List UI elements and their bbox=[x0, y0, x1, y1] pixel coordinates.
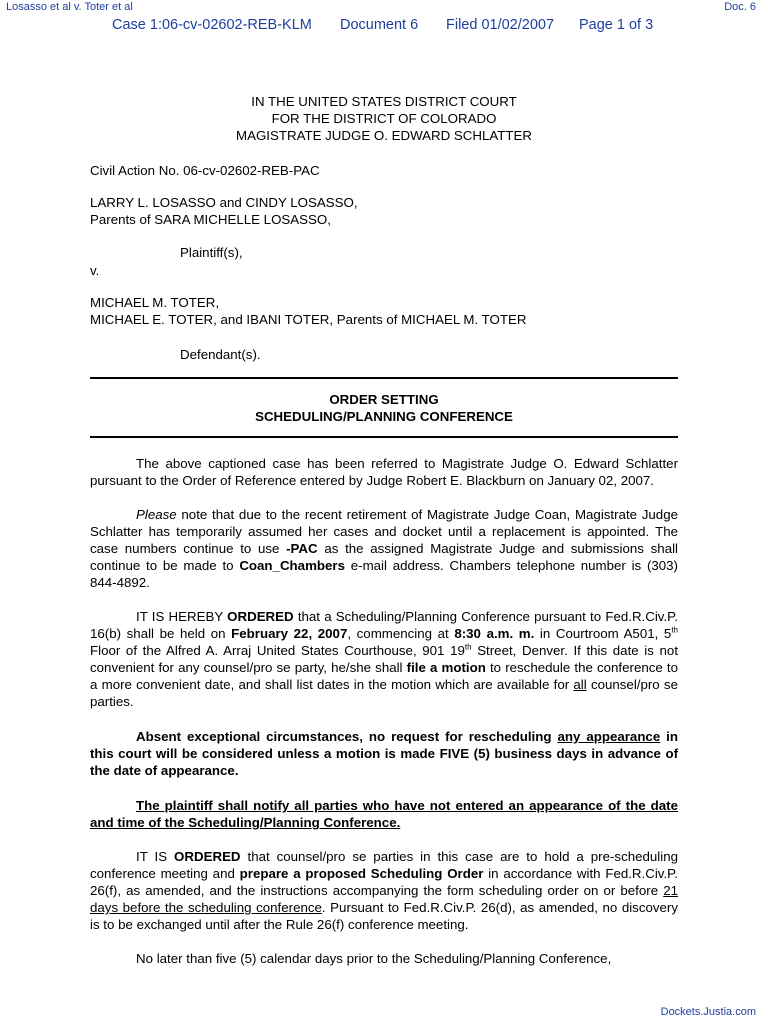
conference-time: 8:30 a.m. m. bbox=[454, 626, 535, 641]
order-text-8: counsel/pro se parties. bbox=[90, 677, 678, 709]
presched-text-4: . Pursuant to Fed.R.Civ.P. 26(d), as amended, no discovery is to be exchanged until after the Rule 26(f) conference meeting. bbox=[90, 900, 678, 932]
plaintiffs-block bbox=[90, 194, 678, 228]
pac-suffix: -PAC bbox=[286, 541, 318, 556]
paragraph-conference-order bbox=[90, 608, 678, 710]
paragraph-referral: The above captioned case has been referred to Magistrate Judge O. Edward Schlatter pursuant to the Order of Reference entered by Judge Robert E. Blackburn on January 02, 2007. bbox=[90, 456, 678, 488]
order-text-6: Street, Denver. If this date is not convenient for any counsel/pro se party, he/she shall bbox=[90, 643, 679, 675]
paragraph-prescheduling bbox=[90, 848, 678, 933]
docket-header bbox=[0, 0, 768, 42]
title-bottom-rule bbox=[90, 436, 678, 438]
order-title-line-2: SCHEDULING/PLANNING CONFERENCE bbox=[255, 409, 513, 424]
defendants-block bbox=[90, 294, 678, 328]
title-top-rule bbox=[90, 377, 678, 379]
case-title-link[interactable]: Losasso et al v. Toter et al bbox=[6, 1, 133, 13]
rescheduling-text-1: Absent exceptional circumstances, no request for rescheduling bbox=[136, 729, 558, 744]
twenty-one-days: 21 days before the scheduling conference bbox=[90, 883, 678, 915]
plaintiffs-names: LARRY L. LOSASSO and CINDY LOSASSO, bbox=[90, 195, 358, 210]
please-emphasis: Please bbox=[136, 507, 177, 522]
case-number: Case 1:06-cv-02602-REB-KLM bbox=[112, 17, 312, 33]
paragraph-deadline: No later than five (5) calendar days prior to the Scheduling/Planning Conference, bbox=[136, 951, 612, 966]
retirement-text-3: e-mail address. Chambers telephone number is (303) 844-4892. bbox=[90, 558, 678, 590]
doc-number-link[interactable]: Doc. 6 bbox=[724, 1, 756, 13]
presched-text-3: in accordance with Fed.R.Civ.P. 26(f), as amended, and the instructions accompanying the form scheduling order on or before bbox=[90, 866, 678, 898]
order-text-5: Floor of the Alfred A. Arraj United States Courthouse, 901 19 bbox=[90, 643, 465, 658]
filed-date: Filed 01/02/2007 bbox=[446, 17, 555, 33]
justia-link[interactable]: Dockets.Justia.com bbox=[660, 1006, 756, 1018]
court-line-2: FOR THE DISTRICT OF COLORADO bbox=[271, 111, 497, 126]
order-text-7: to reschedule the conference to a more convenient date, and shall list dates in the motion which are available for bbox=[90, 660, 679, 692]
presched-text-2: that counsel/pro se parties in this case are to hold a pre-scheduling conference meeting and bbox=[90, 849, 679, 881]
defendants-label: Defendant(s). bbox=[180, 347, 261, 362]
order-text-1: IT IS HEREBY bbox=[136, 609, 228, 624]
order-text-3: , commencing at bbox=[347, 626, 455, 641]
any-appearance: any appearance bbox=[557, 729, 661, 744]
document-number: Document 6 bbox=[340, 17, 419, 33]
court-heading bbox=[90, 93, 678, 144]
order-text-4: in Courtroom A501, 5 bbox=[534, 626, 672, 641]
ordered-keyword-2: ORDERED bbox=[174, 849, 241, 864]
versus: v. bbox=[90, 263, 100, 278]
conference-date: February 22, 2007 bbox=[231, 626, 348, 641]
all-underlined: all bbox=[573, 677, 587, 692]
retirement-text-2: as the assigned Magistrate Judge and submissions shall continue to be made to bbox=[90, 541, 678, 573]
order-title-line-1: ORDER SETTING bbox=[329, 392, 439, 407]
order-title bbox=[90, 391, 678, 425]
floor-suffix: th bbox=[671, 625, 678, 635]
presched-text-1: IT IS bbox=[136, 849, 175, 864]
court-line-3: MAGISTRATE JUDGE O. EDWARD SCHLATTER bbox=[236, 128, 532, 143]
ordered-keyword: ORDERED bbox=[227, 609, 294, 624]
page-indicator: Page 1 of 3 bbox=[579, 17, 654, 33]
paragraph-rescheduling bbox=[90, 728, 678, 779]
rescheduling-text-2: in this court will be considered unless a motion is made FIVE (5) business days in advance of the date of appearance. bbox=[90, 729, 678, 778]
file-motion: file a motion bbox=[406, 660, 486, 675]
retirement-text-1: note that due to the recent retirement of Magistrate Judge Coan, Magistrate Judge Schlatter has temporarily assumed her cases and docket until a replacement is appointed. The case numbers continue to use bbox=[90, 507, 678, 556]
court-line-1: IN THE UNITED STATES DISTRICT COURT bbox=[251, 94, 517, 109]
defendant-name: MICHAEL M. TOTER, bbox=[90, 295, 220, 310]
plaintiffs-label: Plaintiff(s), bbox=[180, 245, 243, 260]
defendants-parents: MICHAEL E. TOTER, and IBANI TOTER, Parents of MICHAEL M. TOTER bbox=[90, 312, 527, 327]
paragraph-notify-parties: The plaintiff shall notify all parties who have not entered an appearance of the date and time of the Scheduling/Planning Conference. bbox=[90, 798, 678, 830]
plaintiffs-parents: Parents of SARA MICHELLE LOSASSO, bbox=[90, 212, 331, 227]
civil-action-number: Civil Action No. 06-cv-02602-REB-PAC bbox=[90, 163, 320, 178]
prepare-order: prepare a proposed Scheduling Order bbox=[239, 866, 484, 881]
paragraph-retirement-notice bbox=[90, 506, 678, 591]
order-text-2: that a Scheduling/Planning Conference pursuant to Fed.R.Civ.P. 16(b) shall be held on bbox=[90, 609, 678, 641]
coan-chambers: Coan_Chambers bbox=[239, 558, 345, 573]
street-suffix: th bbox=[464, 642, 472, 652]
